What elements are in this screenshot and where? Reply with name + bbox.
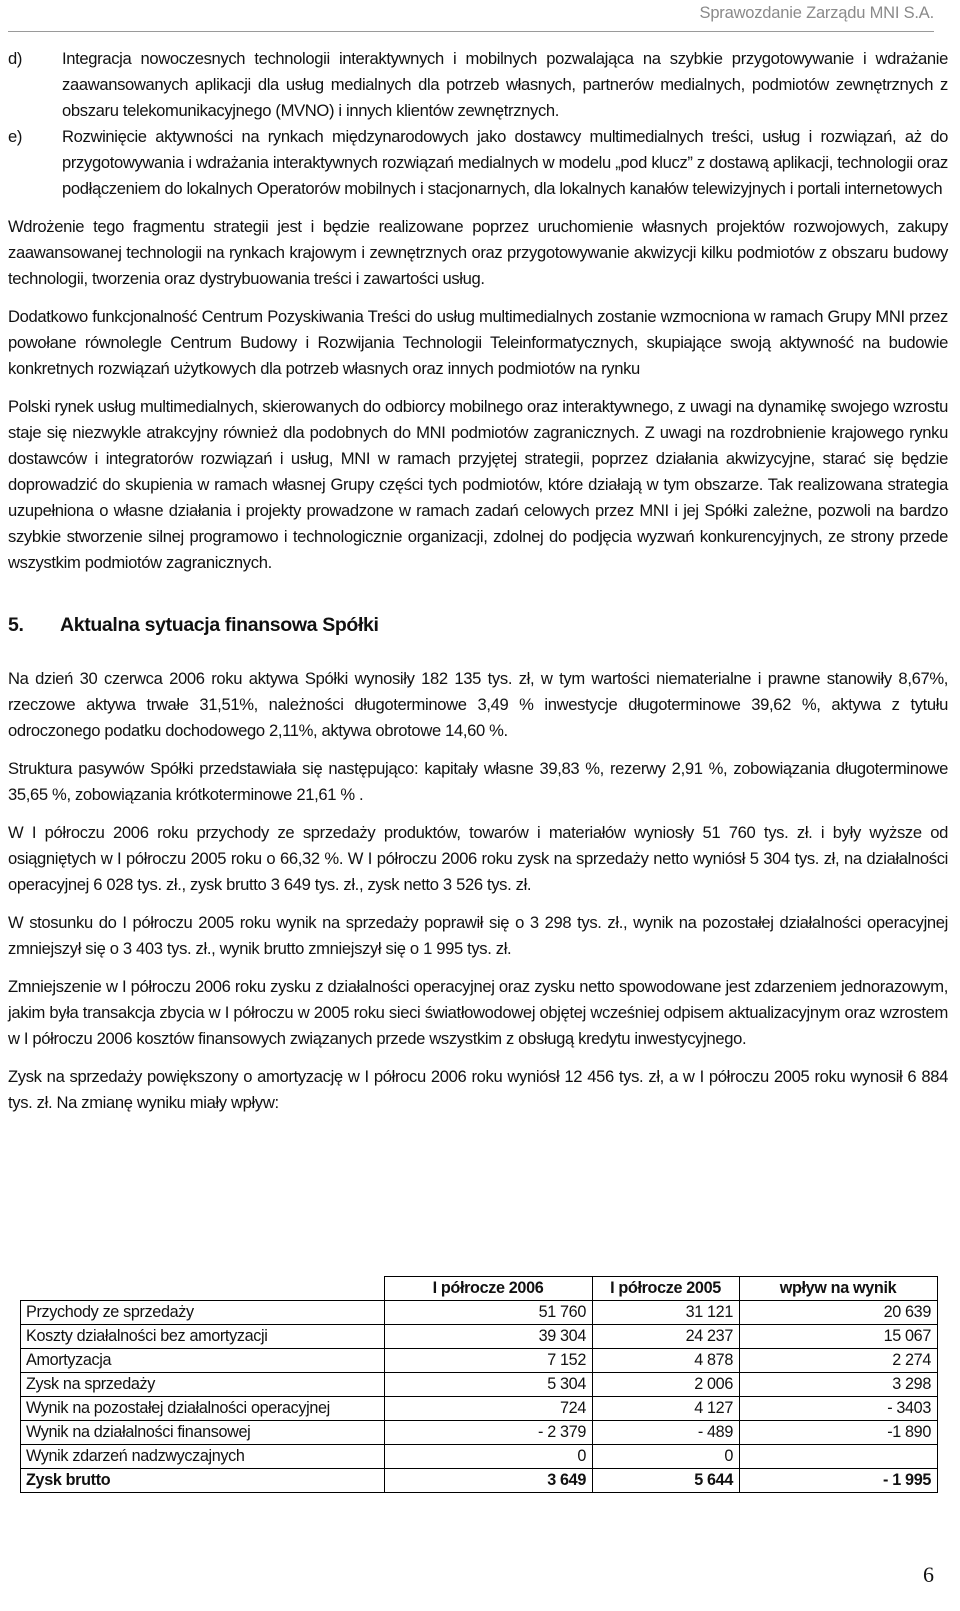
table-cell: 724 [385,1397,593,1421]
paragraph: Na dzień 30 czerwca 2006 roku aktywa Spółki wynosiły 182 135 tys. zł, w tym wartości niematerialne i prawne stanowiły 8,67%, rzeczowe aktywa trwałe 31,51%, należności długoterminowe 3,49 % inwestycje długoterminowe 39,62 %, aktywa z tytułu odroczonego podatku dochodowego 2,11%, aktywa obrotowe 14,60 %. [8,669,948,740]
list-item-text: Integracja nowoczesnych technologii interaktywnych i mobilnych pozwalająca na szybkie przygotowywanie i wdrażanie zaawansowanych aplikacji dla usług medialnych dla potrzeb własnych, partnerów medialnych, podmiotów zewnętrznych z obszaru telekomunikacyjnego (MVNO) i innych klientów zewnętrznych. [62,49,948,120]
section-heading [8,610,948,640]
list-item-text: Rozwinięcie aktywności na rynkach międzynarodowych jako dostawcy multimedialnych treści, usług i rozwiązań, aż do przygotowywania i wdrażania interaktywnych rozwiązań medialnych w modelu „pod klucz” z dostawą aplikacji, technologii oraz podłączeniem do lokalnych Operatorów mobilnych i stacjonarnych, dla lokalnych kanałów telewizyjnych i portali internetowych [62,127,948,198]
table-header-cell: I półrocze 2005 [593,1277,740,1301]
table-row [21,1325,938,1349]
paragraph: Zmniejszenie w I półroczu 2006 roku zysku z działalności operacyjnej oraz zysku netto spowodowane jest zdarzeniem jednorazowym, jakim była transakcja zbycia w I półroczu w 2005 roku sieci światłowodowej objętej wcześniej odpisem aktualizacyjnym oraz wzrostem w I półroczu 2006 kosztów finansowych związanych przede wszystkim z obsługą kredytu inwestycyjnego. [8,977,948,1048]
row-label: Amortyzacja [21,1349,385,1373]
table-cell: 15 067 [740,1325,938,1349]
paragraph: Polski rynek usług multimedialnych, skierowanych do odbiorcy mobilnego oraz interaktywnego, z uwagi na dynamikę swojego wzrostu staje się niezwykle atrakcyjny również dla podobnych do MNI podmiotów zagranicznych. Z uwagi na rozdrobnienie krajowego rynku dostawców i integratorów rozwiązań i usług, MNI w ramach przyjętej strategii, poprzez działania akwizycyjne, starać się będzie doprowadzić do skupienia w ramach własnej Grupy części tych podmiotów, które działają w tym obszarze. Tak realizowana strategia uzupełniona o własne działania i projekty prowadzone w ramach zadań celowych przez MNI i jej Spółki zależne, pozwoli na bardzo szybkie stworzenie silnej programowo i technologicznie organizacji, zdolnej do podjęcia wyzwań konkurencyjnych, ze strony przede wszystkim podmiotów zagranicznych. [8,397,948,572]
page-content [8,42,948,1116]
paragraph: Struktura pasywów Spółki przedstawiała się następująco: kapitały własne 39,83 %, rezerwy 2,91 %, zobowiązania długoterminowe 35,65 %, zobowiązania krótkoterminowe 21,61 % . [8,759,948,804]
table-cell: - 2 379 [385,1421,593,1445]
table-cell: 24 237 [593,1325,740,1349]
table-cell: 0 [593,1445,740,1469]
table-cell: 31 121 [593,1301,740,1325]
running-header: Sprawozdanie Zarządu MNI S.A. [699,4,934,22]
table-row [21,1397,938,1421]
table-cell: 0 [385,1445,593,1469]
list-marker: e) [8,127,23,146]
table-row [21,1373,938,1397]
table-cell: 5 304 [385,1373,593,1397]
row-label: Wynik na pozostałej działalności operacyjnej [21,1397,385,1421]
table-cell: 39 304 [385,1325,593,1349]
row-label: Wynik na działalności finansowej [21,1421,385,1445]
header-rule [8,31,934,32]
paragraph: Dodatkowo funkcjonalność Centrum Pozyskiwania Treści do usług multimedialnych zostanie wzmocniona w ramach Grupy MNI przez powołane równolegle Centrum Budowy i Rozwijania Technologii Teleinformatycznych, skupiające swoją aktywność na budowie konkretnych rozwiązań użytkowych dla potrzeb własnych oraz innych podmiotów na rynku [8,307,948,378]
table-cell: 4 878 [593,1349,740,1373]
page-number: 6 [923,1562,934,1587]
paragraph: W I półroczu 2006 roku przychody ze sprzedaży produktów, towarów i materiałów wyniosły 51 760 tys. zł. i były wyższe od osiągniętych w I półroczu 2005 roku o 66,32 %. W I półroczu 2006 roku zysk na sprzedaży netto wyniósł 5 304 tys. zł, na działalności operacyjnej 6 028 tys. zł., zysk brutto 3 649 tys. zł., zysk netto 3 526 tys. zł. [8,823,948,894]
table-cell: 3 649 [385,1469,593,1493]
table-header-row [21,1277,938,1301]
table-row [21,1301,938,1325]
table-cell: 2 274 [740,1349,938,1373]
row-label: Koszty działalności bez amortyzacji [21,1325,385,1349]
table-cell: -1 890 [740,1421,938,1445]
list-item [8,46,948,124]
table-cell: 5 644 [593,1469,740,1493]
section-number: 5. [8,614,24,636]
list-item [8,124,948,202]
table-cell: 7 152 [385,1349,593,1373]
table-cell [740,1445,938,1469]
table-cell: - 489 [593,1421,740,1445]
table-header-cell: wpływ na wynik [740,1277,938,1301]
section-title: Aktualna sytuacja finansowa Spółki [60,614,379,636]
row-label: Wynik zdarzeń nadzwyczajnych [21,1445,385,1469]
table-cell: 4 127 [593,1397,740,1421]
row-label: Przychody ze sprzedaży [21,1301,385,1325]
table-cell: - 3403 [740,1397,938,1421]
table-header-blank [21,1277,385,1301]
financial-table-wrapper [20,1276,938,1493]
table-cell: - 1 995 [740,1469,938,1493]
table-header-cell: I półrocze 2006 [385,1277,593,1301]
list-marker: d) [8,49,23,68]
table-row [21,1445,938,1469]
table-cell: 3 298 [740,1373,938,1397]
financial-results-table [20,1276,938,1493]
table-cell: 51 760 [385,1301,593,1325]
table-cell: 20 639 [740,1301,938,1325]
table-row [21,1421,938,1445]
paragraph: W stosunku do I półroczu 2005 roku wynik na sprzedaży poprawił się o 3 298 tys. zł., wynik na pozostałej działalności operacyjnej zmniejszył się o 3 403 tys. zł., wynik brutto zmniejszył się o 1 995 tys. zł. [8,913,948,958]
table-cell: 2 006 [593,1373,740,1397]
paragraph: Wdrożenie tego fragmentu strategii jest i będzie realizowane poprzez uruchomienie własnych projektów rozwojowych, zakupy zaawansowanej technologii na rynkach krajowym i zewnętrznych oraz przygotowywanie akwizycji kilku podmiotów z obszaru budowy technologii, tworzenia oraz dystrybuowania treści i zawartości usług. [8,217,948,288]
row-label: Zysk brutto [21,1469,385,1493]
table-row [21,1349,938,1373]
table-row-total [21,1469,938,1493]
row-label: Zysk na sprzedaży [21,1373,385,1397]
paragraph: Zysk na sprzedaży powiększony o amortyzację w I półrocu 2006 roku wyniósł 12 456 tys. zł, a w I półroczu 2005 roku wynosił 6 884 tys. zł. Na zmianę wyniku miały wpływ: [8,1067,948,1112]
